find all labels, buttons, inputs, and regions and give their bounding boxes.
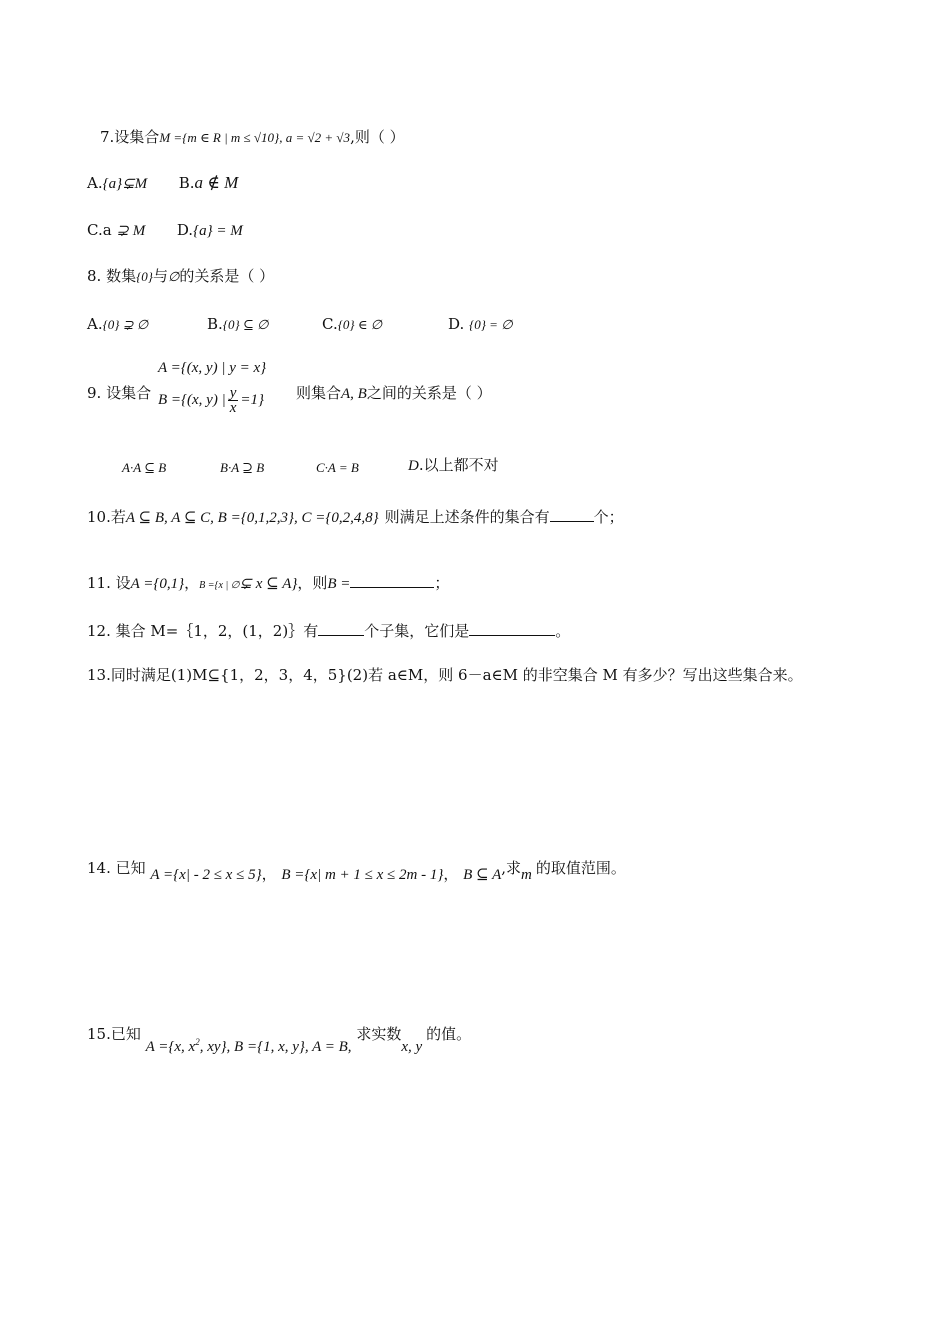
q9-stem: 9. 设集合 — [87, 384, 152, 402]
q9-fraction — [228, 386, 239, 415]
question-13: 13.同时满足(1)M⊆{1，2，3，4，5}(2)若 a∈M，则 6－a∈M 的非空集合 M 有多少？写出这些集合来。 — [87, 666, 803, 684]
q8-option-d-math: {0} = ∅ — [469, 317, 513, 332]
q7-stem: 7.设集合 — [100, 128, 160, 146]
q11-math-b2: B = — [327, 576, 351, 592]
q8-option-c-label: C. — [322, 315, 338, 333]
q9-option-d — [408, 455, 499, 476]
q9-option-b-math: A ⊇ B — [231, 460, 265, 475]
q7-option-d-label: D. — [176, 221, 194, 239]
q9-set-b — [158, 386, 264, 415]
question-7 — [100, 127, 405, 148]
q7-option-a-math: {a}⊊M — [102, 176, 148, 192]
q14-var-m: m — [521, 867, 532, 883]
q9-option-c-label: C· — [316, 460, 328, 475]
q10-tail: 则满足上述条件的集合有 — [384, 508, 550, 526]
q7-options-row2 — [87, 220, 243, 241]
q12-subsets-blank[interactable] — [469, 621, 555, 636]
q12-count-blank[interactable] — [318, 621, 364, 636]
q7-option-a-label: A. — [87, 174, 103, 192]
q7-option-b-math: a ∉ M — [194, 173, 239, 192]
q11-comma: ， — [184, 574, 200, 592]
question-14 — [87, 858, 626, 883]
q7-option-c-label: C.a — [87, 221, 117, 239]
question-10 — [87, 507, 624, 528]
q8-mid: 与 — [153, 267, 169, 285]
q10-math: A ⊆ B, A ⊆ C, B ={0,1,2,3}, C ={0,2,4,8} — [125, 510, 379, 526]
q15-sets — [146, 1039, 352, 1055]
q9-set-b-pre: B ={(x, y) | — [158, 391, 226, 408]
q7-options-row1 — [87, 173, 238, 194]
q9-tail-pre: 则集合 — [296, 384, 342, 402]
q14-set-b: B ={x| m + 1 ≤ x ≤ 2m - 1} — [281, 867, 444, 883]
q9-set-b-post: =1} — [240, 391, 265, 408]
q8-stem: 8. 数集 — [87, 267, 137, 285]
q14-tail: 的取值范围。 — [535, 859, 626, 877]
q11-then: ，则 — [297, 574, 328, 592]
q11-answer-blank[interactable] — [350, 573, 434, 588]
q10-unit: 个； — [593, 508, 624, 526]
q8-math-2: ∅ — [168, 269, 180, 284]
q11-math-b-small: B ={x | ∅ — [199, 580, 240, 591]
q10-stem: 10.若 — [87, 508, 126, 526]
q8-tail: 的关系是（ ） — [179, 267, 275, 285]
q8-option-b — [207, 314, 268, 335]
q8-option-c-math: {0} ∈ ∅ — [337, 317, 383, 332]
q9-option-a-math: A ⊆ B — [133, 460, 167, 475]
q7-math: M ={m ∈ R | m ≤ √10}, a = √2 + √3 — [159, 130, 351, 145]
q9-tail-post: 之间的关系是（ ） — [366, 384, 492, 402]
q8-option-a-label: A. — [87, 315, 103, 333]
q11-math-b-rest: ⊊ x ⊆ A} — [239, 576, 298, 592]
q9-option-a — [122, 457, 166, 478]
q11-math-a: A ={0,1} — [130, 576, 185, 592]
q11-end: ； — [434, 574, 450, 592]
q9-option-d-label: D — [408, 458, 419, 474]
q11-stem: 11. 设 — [87, 574, 131, 592]
q9-option-c-math: A = B — [327, 460, 359, 475]
q12-end: 。 — [555, 622, 571, 640]
question-12 — [87, 621, 570, 641]
q7-tail: ,则（ ） — [350, 128, 405, 146]
q14-sep-1: ， — [261, 865, 277, 883]
q8-option-d-label: D. — [448, 315, 470, 333]
q14-condition: B ⊆ A — [463, 867, 502, 883]
q14-stem: 14. 已知 — [87, 859, 146, 877]
q9-tail — [296, 383, 492, 404]
q9-option-b-label: B· — [220, 460, 232, 475]
q15-stem: 15.已知 — [87, 1025, 141, 1043]
q8-option-c — [322, 314, 382, 335]
q15-vars: x, y — [401, 1039, 423, 1055]
q14-sep-2: ， — [443, 865, 459, 883]
q7-option-c-math: ⊋ M — [116, 223, 146, 239]
q9-option-a-label: A· — [122, 460, 134, 475]
q15-exponent: 2 — [195, 1037, 200, 1047]
q7-option-d-math: {a} = M — [193, 223, 243, 239]
question-8 — [87, 266, 274, 287]
q14-ask: ,求 — [501, 859, 522, 877]
q8-option-a-math: {0} ⊋ ∅ — [102, 317, 149, 332]
q12-mid: 个子集，它们是 — [364, 622, 470, 640]
q15-tail: 的值。 — [426, 1025, 472, 1043]
q12-stem: 12. 集合 M=｛1，2，(1，2)｝有 — [87, 622, 319, 640]
q9-set-a: A ={(x, y) | y = x} — [158, 360, 267, 376]
q15-sets-post: , xy}, B ={1, x, y}, A = B, — [199, 1039, 352, 1055]
q14-set-a: A ={x| - 2 ≤ x ≤ 5} — [150, 867, 262, 883]
q8-option-d — [448, 314, 513, 335]
q9-option-b — [220, 457, 264, 478]
question-15 — [87, 1020, 472, 1055]
q9-option-c — [316, 457, 359, 478]
q8-option-b-math: {0} ⊆ ∅ — [222, 317, 269, 332]
q9-fraction-den: x — [229, 400, 237, 416]
q9-option-d-text: .以上都不对 — [418, 456, 499, 474]
question-11 — [87, 573, 449, 596]
q8-option-b-label: B. — [207, 315, 223, 333]
q15-ask: 求实数 — [356, 1025, 402, 1043]
q9-tail-math: A, B — [341, 386, 367, 402]
q10-answer-blank[interactable] — [550, 507, 594, 522]
q8-option-a — [87, 314, 148, 335]
q9-fraction-num: y — [229, 385, 237, 401]
q15-sets-pre: A ={x, x — [145, 1039, 196, 1055]
q8-math-1: {0} — [136, 269, 153, 284]
q7-option-b-label: B. — [178, 174, 195, 192]
